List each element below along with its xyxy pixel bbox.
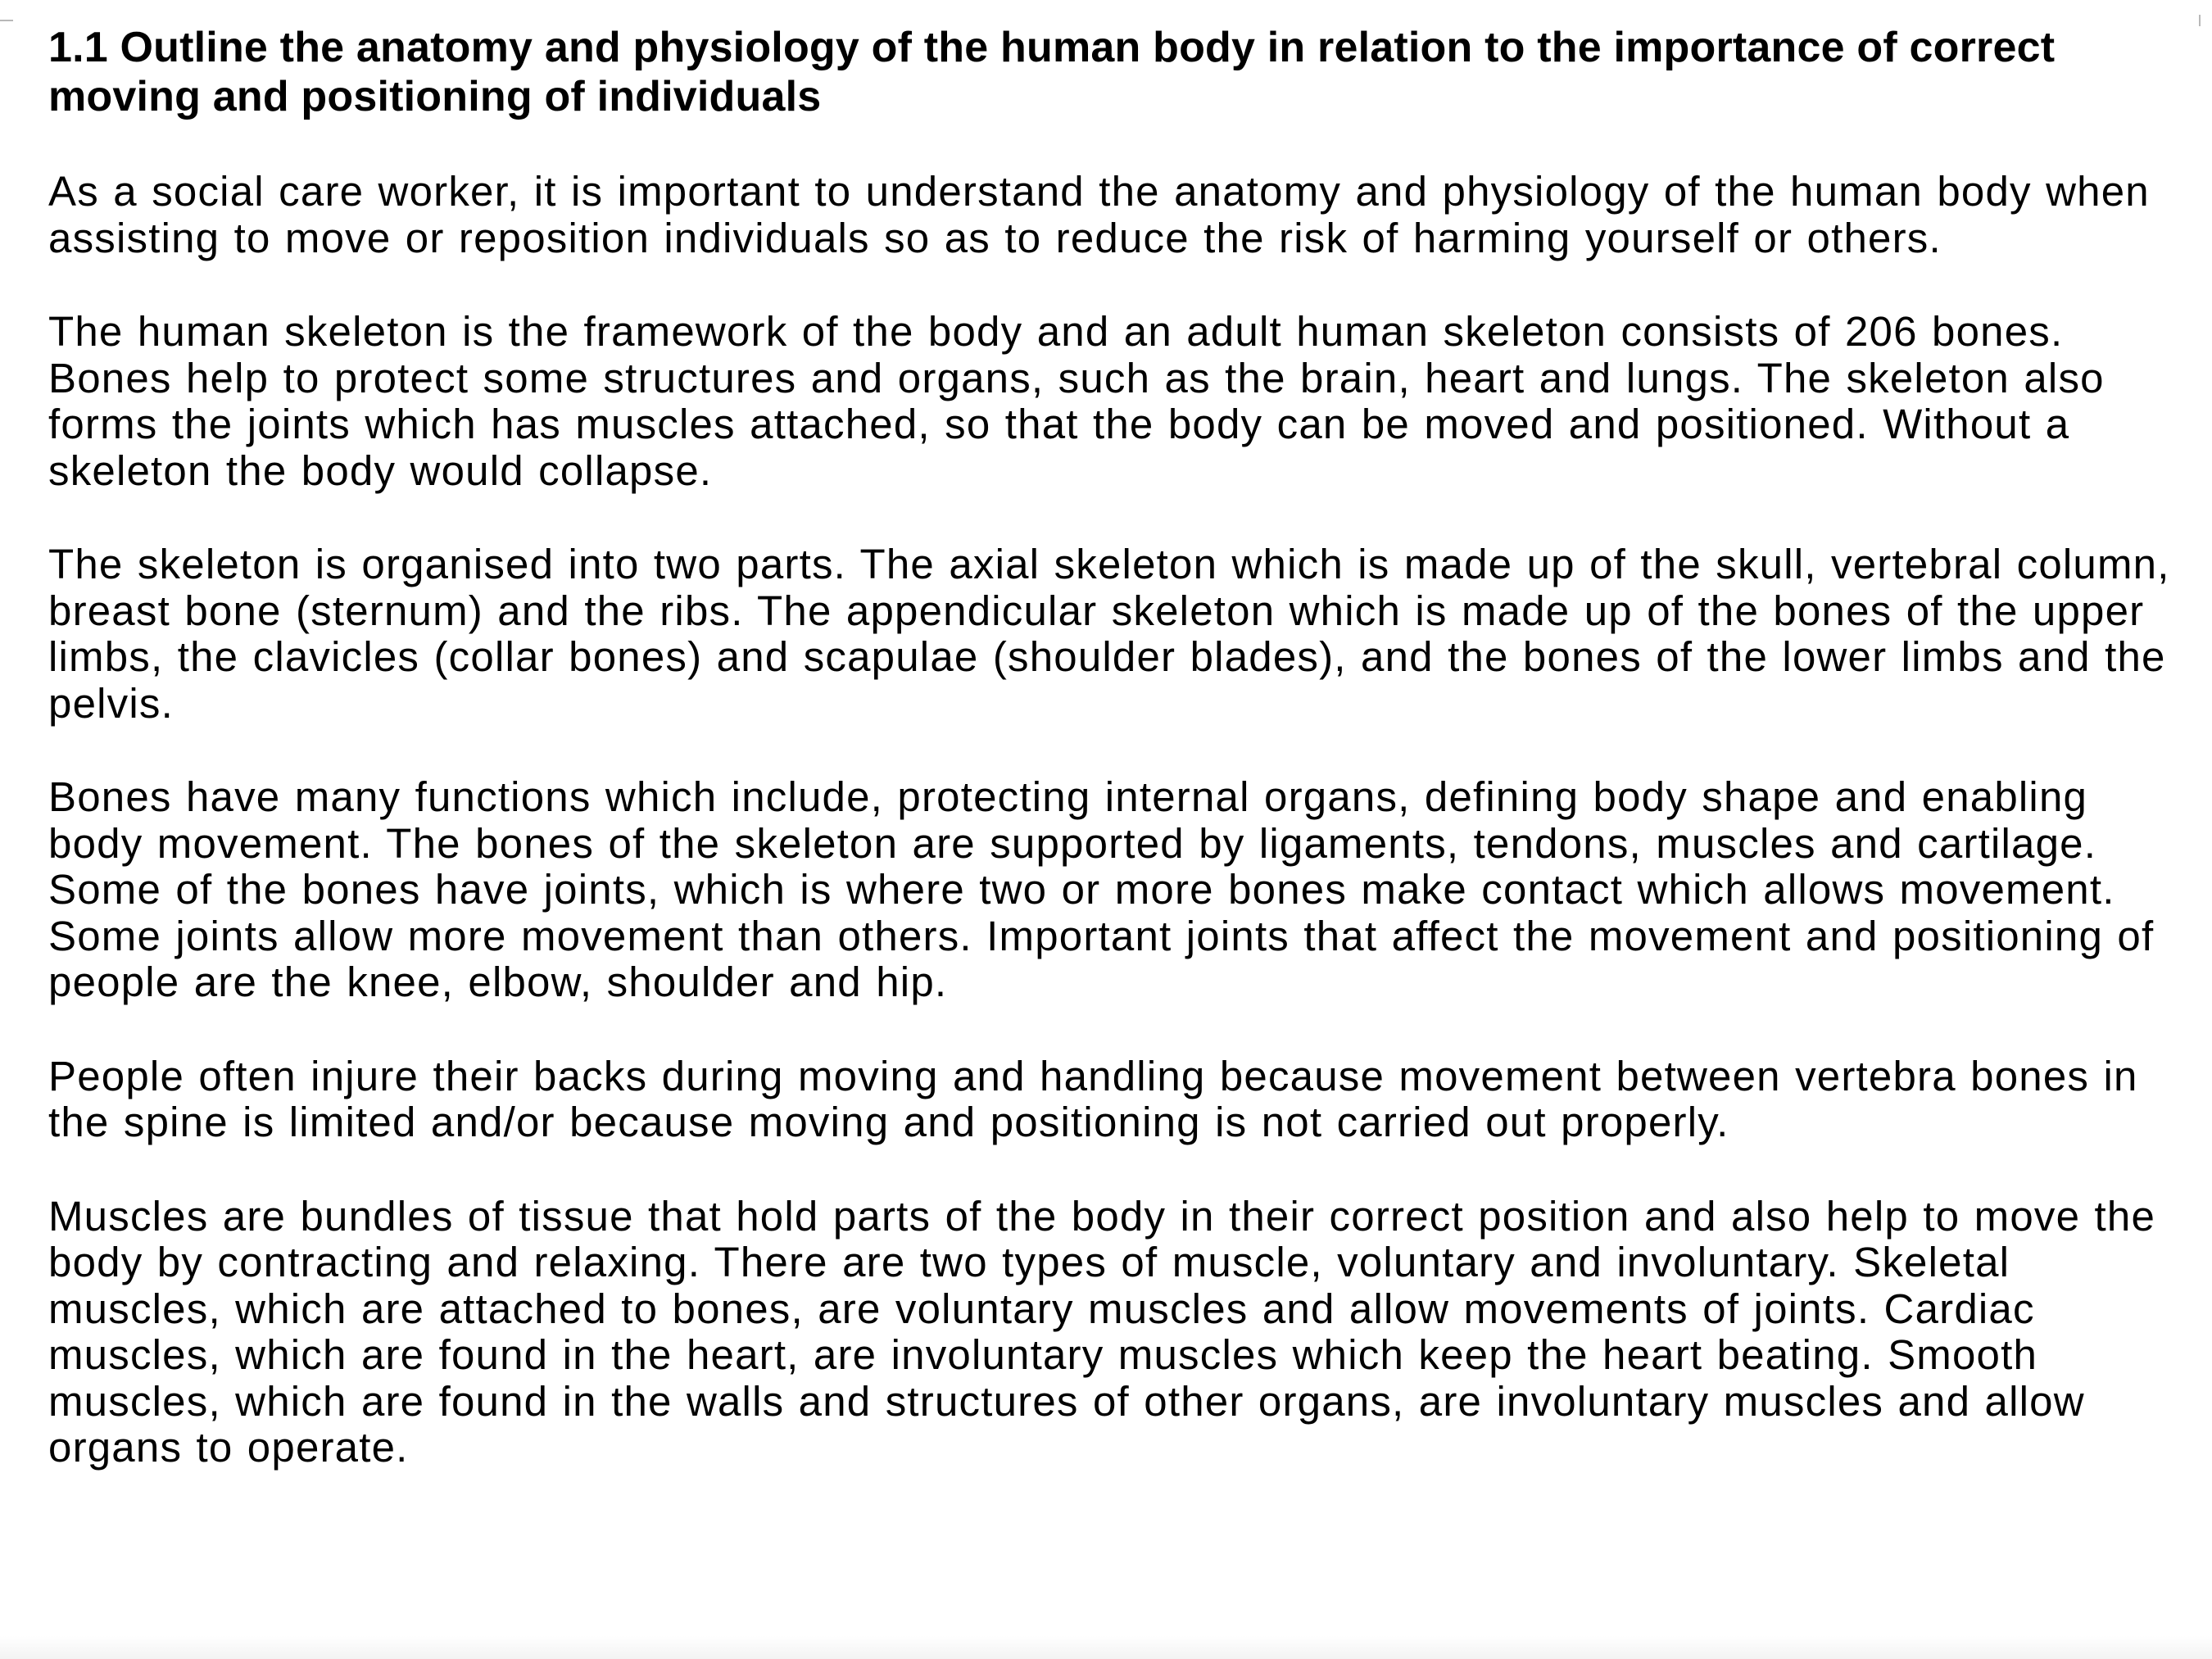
page-bottom-edge — [0, 1636, 2212, 1659]
paragraph-bone-functions: Bones have many functions which include, protecting internal organs, defining body shape and enabling body movement. The bones of the skeleton are supported by ligaments, tendons, muscles and cartilage. Some of the bones have joints, which is where two or more bones make contact which allows movement. Some joints allow more movement than others. Important joints that affect the movement and positioning of people are the knee, elbow, shoulder and hip. — [48, 773, 2155, 1005]
section-heading: 1.1 Outline the anatomy and physiology of the human body in relation to the importance of correct moving and positioning of individuals — [48, 24, 2056, 120]
margin-crop-mark — [0, 20, 13, 21]
paragraph-intro: As a social care worker, it is important to understand the anatomy and physiology of the human body when assisting to move or reposition individuals so as to reduce the risk of harming yourself or others. — [48, 168, 2150, 261]
paragraph-skeleton-parts: The skeleton is organised into two parts. The axial skeleton which is made up of the skull, vertebral column, breast bone (sternum) and the ribs. The appendicular skeleton which is made up of the bones of the upper limbs, the clavicles (collar bones) and scapulae (shoulder blades), and the bones of the lower limbs and the pelvis. — [48, 541, 2170, 727]
margin-crop-mark-right — [2199, 15, 2201, 26]
document-body — [48, 16, 2195, 1471]
paragraph-skeleton: The human skeleton is the framework of the body and an adult human skeleton consists of 206 bones. Bones help to protect some structures and organs, such as the brain, heart and lungs. The skeleton also forms the joints which has muscles attached, so that the body can be moved and positioned. Without a skeleton the body would collapse. — [48, 308, 2105, 494]
paragraph-back-injury: People often injure their backs during moving and handling because movement between vertebra bones in the spine is limited and/or because moving and positioning is not carried out properly. — [48, 1052, 2138, 1145]
paragraph-muscles: Muscles are bundles of tissue that hold parts of the body in their correct position and also help to move the body by contracting and relaxing. There are two types of muscle, voluntary and involuntary. Skeletal muscles, which are attached to bones, are voluntary muscles and allow movements of joints. Cardiac muscles, which are found in the heart, are involuntary muscles which keep the heart beating. Smooth muscles, which are found in the walls and structures of other organs, are involuntary muscles and allow organs to operate. — [48, 1192, 2156, 1471]
